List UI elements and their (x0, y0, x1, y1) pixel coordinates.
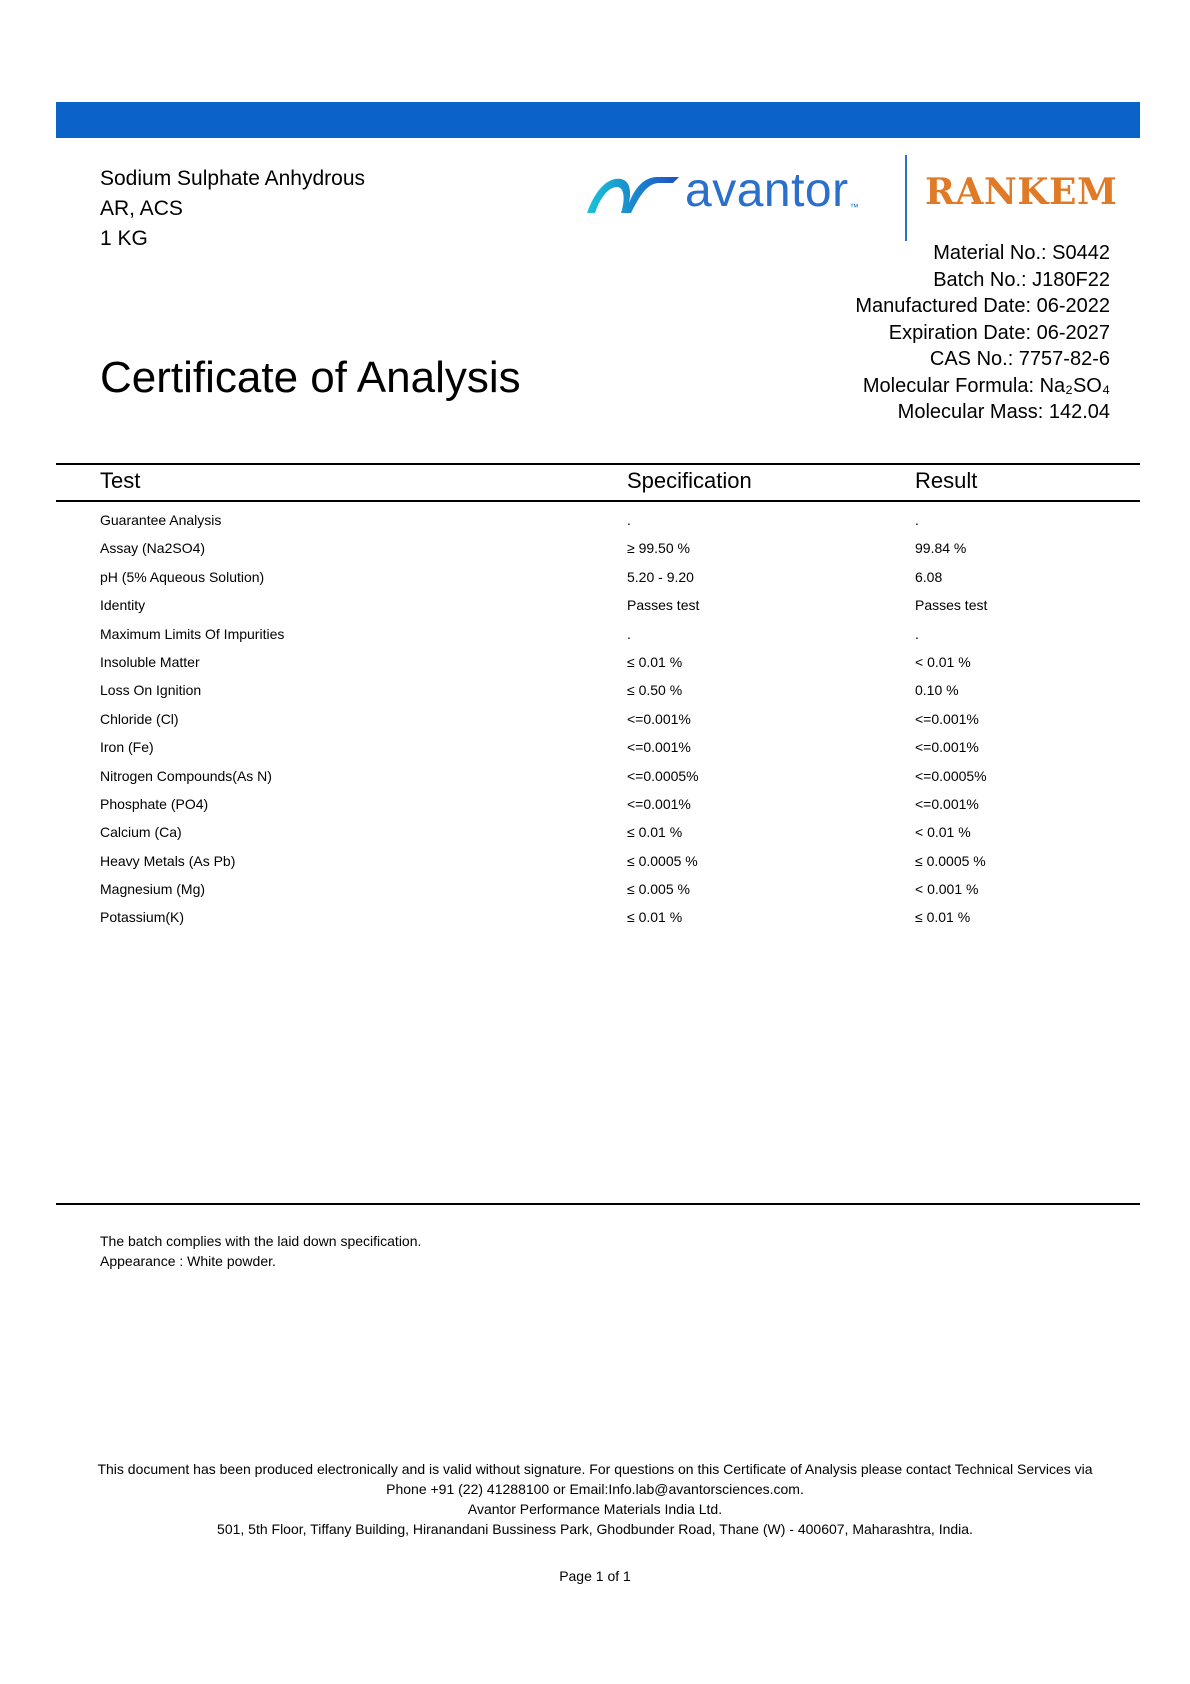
product-name: Sodium Sulphate Anhydrous (100, 167, 366, 190)
table-row (0, 506, 1190, 534)
cell-specification: ≥ 99.50 % (627, 540, 690, 557)
document-footer (40, 1459, 1150, 1539)
rankem-wordmark: RANKEM (925, 171, 1118, 213)
header-test: Test (100, 468, 141, 493)
cell-result: <=0.0005% (915, 767, 987, 784)
analysis-table-body (0, 506, 1190, 932)
cell-test: Loss On Ignition (100, 682, 202, 699)
cell-test: Assay (Na2SO4) (100, 540, 206, 557)
cell-specification: . (627, 512, 631, 528)
footer-disclaimer: This document has been produced electronically and is valid without signature. For questions on this Certificate of Analysis please contact Technical Services via (97, 1461, 1093, 1477)
cell-result: 99.84 % (915, 540, 967, 557)
cell-test: Magnesium (Mg) (100, 881, 206, 898)
cell-specification: ≤ 0.005 % (627, 881, 690, 898)
compliance-note: The batch complies with the laid down specification. (100, 1233, 422, 1249)
header-result: Result (915, 468, 978, 493)
cell-test: Insoluble Matter (100, 653, 200, 670)
cell-test: Maximum Limits Of Impurities (100, 625, 285, 642)
trademark-symbol: ™ (849, 202, 860, 212)
cell-specification: ≤ 0.01 % (627, 824, 683, 841)
cell-specification: ≤ 0.0005 % (627, 852, 698, 869)
table-row (0, 705, 1190, 733)
molecular-formula: Molecular Formula: Na₂SO₄ (862, 374, 1110, 397)
table-row (0, 534, 1190, 562)
logo-divider (905, 155, 907, 241)
cell-specification: <=0.001% (627, 739, 691, 756)
molecular-mass: Molecular Mass: 142.04 (897, 401, 1110, 423)
cell-result: Passes test (915, 597, 988, 614)
cell-result: < 0.01 % (915, 824, 971, 841)
cell-test: Heavy Metals (As Pb) (100, 852, 236, 869)
cell-result: <=0.001% (915, 795, 979, 812)
cell-specification: ≤ 0.01 % (627, 909, 683, 926)
expiration-date: Expiration Date: 06-2027 (888, 321, 1110, 344)
product-pack-size: 1 KG (100, 227, 148, 250)
cell-specification: <=0.0005% (627, 767, 699, 784)
cell-result: ≤ 0.0005 % (915, 852, 986, 869)
cell-result: 0.10 % (915, 682, 959, 699)
table-row (0, 591, 1190, 619)
product-grade: AR, ACS (100, 197, 183, 220)
cell-test: pH (5% Aqueous Solution) (100, 568, 265, 585)
cell-result: . (915, 625, 919, 642)
cell-specification: 5.20 - 9.20 (627, 568, 694, 585)
avantor-text: avantor (685, 164, 849, 217)
table-row (0, 903, 1190, 931)
cell-specification: <=0.001% (627, 710, 691, 727)
header-specification: Specification (627, 468, 752, 493)
cell-result: 6.08 (915, 568, 943, 585)
cell-specification: <=0.001% (627, 795, 691, 812)
product-info (100, 164, 365, 254)
table-row (0, 648, 1190, 676)
footer-company: Avantor Performance Materials India Ltd. (467, 1501, 723, 1517)
cell-specification: Passes test (627, 597, 700, 614)
appearance-note: Appearance : White powder. (100, 1253, 276, 1269)
page-number: Page 1 of 1 (559, 1568, 631, 1584)
table-row (0, 762, 1190, 790)
cell-result: < 0.001 % (915, 881, 979, 898)
table-top-rule (56, 463, 1140, 465)
avantor-swoosh-icon (585, 173, 681, 217)
material-number: Material No.: S0442 (933, 242, 1110, 264)
batch-notes (100, 1231, 421, 1271)
cell-specification: ≤ 0.50 % (627, 682, 683, 699)
table-row (0, 676, 1190, 704)
footer-contact: Phone +91 (22) 41288100 or Email:Info.lab@avantorsciences.com. (386, 1481, 804, 1497)
cell-test: Iron (Fe) (100, 739, 154, 756)
avantor-rankem-logo (585, 155, 1118, 241)
avantor-wordmark (685, 165, 859, 217)
page-title: Certificate of Analysis (100, 353, 521, 402)
table-header-rule (56, 500, 1140, 502)
manufactured-date: Manufactured Date: 06-2022 (855, 295, 1110, 317)
table-row (0, 563, 1190, 591)
table-row (0, 818, 1190, 846)
material-metadata (855, 240, 1110, 426)
cell-specification: . (627, 625, 631, 642)
batch-number: Batch No.: J180F22 (933, 268, 1110, 291)
cell-result: <=0.001% (915, 739, 979, 756)
table-row (0, 847, 1190, 875)
cell-result: ≤ 0.01 % (915, 909, 971, 926)
cell-test: Calcium (Ca) (100, 824, 182, 841)
header-color-bar (56, 102, 1140, 138)
table-row (0, 790, 1190, 818)
cas-number: CAS No.: 7757-82-6 (929, 348, 1110, 370)
cell-test: Phosphate (PO4) (100, 795, 209, 812)
table-bottom-rule (56, 1203, 1140, 1205)
cell-test: Guarantee Analysis (100, 512, 222, 528)
cell-result: . (915, 512, 919, 528)
cell-result: <=0.001% (915, 710, 979, 727)
table-row (0, 620, 1190, 648)
footer-address: 501, 5th Floor, Tiffany Building, Hiranandani Bussiness Park, Ghodbunder Road, Thane (W) - 400607, Maharashtra, India. (217, 1521, 973, 1537)
cell-test: Chloride (Cl) (100, 710, 179, 727)
cell-result: < 0.01 % (915, 653, 971, 670)
cell-test: Potassium(K) (100, 909, 185, 926)
table-row (0, 733, 1190, 761)
table-row (0, 875, 1190, 903)
cell-test: Identity (100, 597, 146, 614)
cell-specification: ≤ 0.01 % (627, 653, 683, 670)
cell-test: Nitrogen Compounds(As N) (100, 767, 272, 784)
